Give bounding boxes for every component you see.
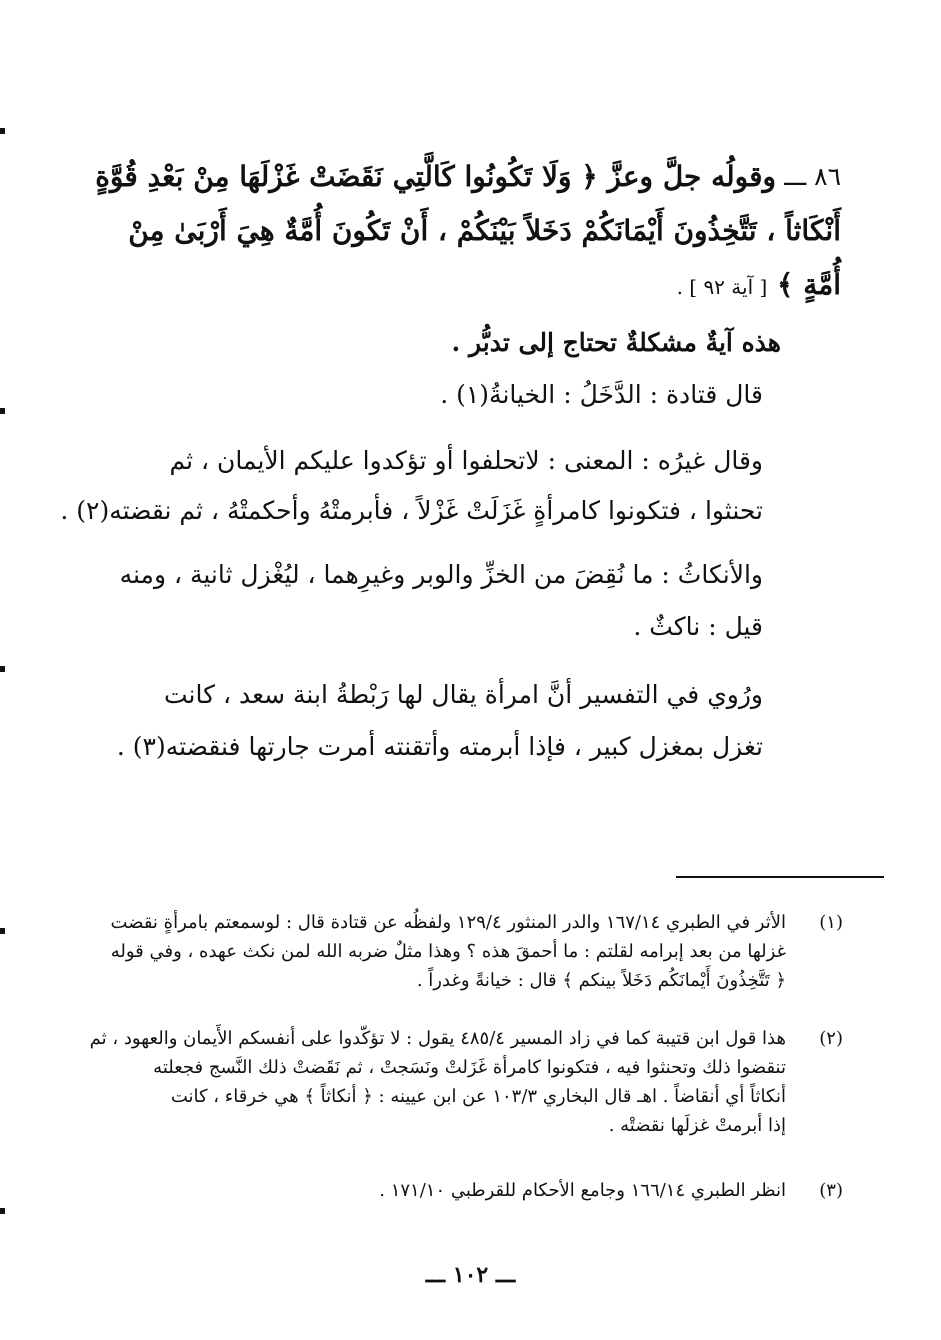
margin-mark xyxy=(0,666,5,672)
footnote-number: (٣) xyxy=(819,1180,843,1201)
paragraph-other-view: تحنثوا ، فتكونوا كامرأةٍ غَزَلَتْ غَزْلاً ، فأبرمتْهُ وأحكمتْهُ ، ثم نقضته(٢) . xyxy=(60,496,763,525)
paragraph-other-view: وقال غيرُه : المعنى : لاتحلفوا أو تؤكدوا عليكم الأيمان ، ثم xyxy=(169,446,763,475)
paragraph-tafsir: ورُوي في التفسير أنَّ امرأة يقال لها رَبْطةُ ابنة سعد ، كانت xyxy=(163,680,763,709)
footnote-text: الأثر في الطبري ١٦٧/١٤ والدر المنثور ١٢٩/٤ ولفظُه عن قتادة قال : لوسمعتم بامرأةٍ نقضت غزلها من بعد إبرامه لقلتم : ما أحمقَ هذه ؟ وهذا مثلٌ ضربه الله لمن نكث عهده ، وفي قوله ﴿ تَتَّخِذُونَ أَيْمانَكُم دَخَلاً بينكم ﴾ قال : خيانةً وغدراً . xyxy=(110,912,786,991)
paragraph-tafsir: تغزل بمغزل كبير ، فإذا أبرمته وأتقنته أمرت جارتها فنقضته(٣) . xyxy=(116,732,763,761)
margin-mark xyxy=(0,928,5,934)
paragraph-ankath: قيل : ناكثٌ . xyxy=(633,612,763,641)
verse-reference: [ آية ٩٢ ] . xyxy=(676,275,768,299)
paragraph-problem: هذه آيةٌ مشكلةٌ تحتاج إلى تدبُّر . xyxy=(451,328,781,357)
margin-mark xyxy=(0,408,5,414)
verse-line: أُمَّةٍ ﴾ [ آية ٩٢ ] . xyxy=(676,268,841,301)
margin-mark xyxy=(0,128,5,134)
page-number: ـــ ١٠٢ ـــ xyxy=(425,1262,516,1288)
verse-number: ٨٦ ـــ xyxy=(784,162,841,191)
footnote-text: هذا قول ابن قتيبة كما في زاد المسير ٤٨٥/٤ يقول : لا تؤكّدوا على أنفسكم الأَيمان والعهود ، ثم تنقضوا ذلك وتحنثوا فيه ، فتكونوا كامرأة غَزَلتْ ونَسَجتْ ، ثم نَقَضتْ ذلك النَّسج فجعلته أنكاثاً أي أنقاضاً . اهـ قال البخاري ١٠٣/٣ عن ابن عيينه : ﴿ أنكاثاً ﴾ هي خرقاء ، كانت إذا أبرمتْ غزلَها نقضتْه . xyxy=(89,1028,786,1136)
margin-mark xyxy=(0,1208,5,1214)
footnote-separator xyxy=(676,876,884,878)
footnote-number: (١) xyxy=(819,912,843,933)
verse-line: أَنْكَاثاً ، تَتَّخِذُونَ أَيْمَانَكُمْ دَخَلاً بَيْنَكُمْ ، أَنْ تَكُونَ أُمَّةٌ هِيَ أَرْبَىٰ مِنْ xyxy=(128,214,841,247)
footnote-text: انظر الطبري ١٦٦/١٤ وجامع الأحكام للقرطبي ١٧١/١٠ . xyxy=(379,1180,786,1201)
paragraph-qatada: قال قتادة : الدَّخَلُ : الخيانةُ(١) . xyxy=(440,380,763,409)
paragraph-ankath: والأنكاثُ : ما نُقِضَ من الخزِّ والوبر وغيرِهما ، ليُغْزل ثانية ، ومنه xyxy=(119,560,763,589)
verse-line: وقولُه جلَّ وعزَّ ﴿ وَلَا تَكُونُوا كَالَّتِي نَقَضَتْ غَزْلَهَا مِنْ بَعْدِ قُوَّةٍ xyxy=(95,160,776,193)
footnote-number: (٢) xyxy=(819,1028,843,1049)
